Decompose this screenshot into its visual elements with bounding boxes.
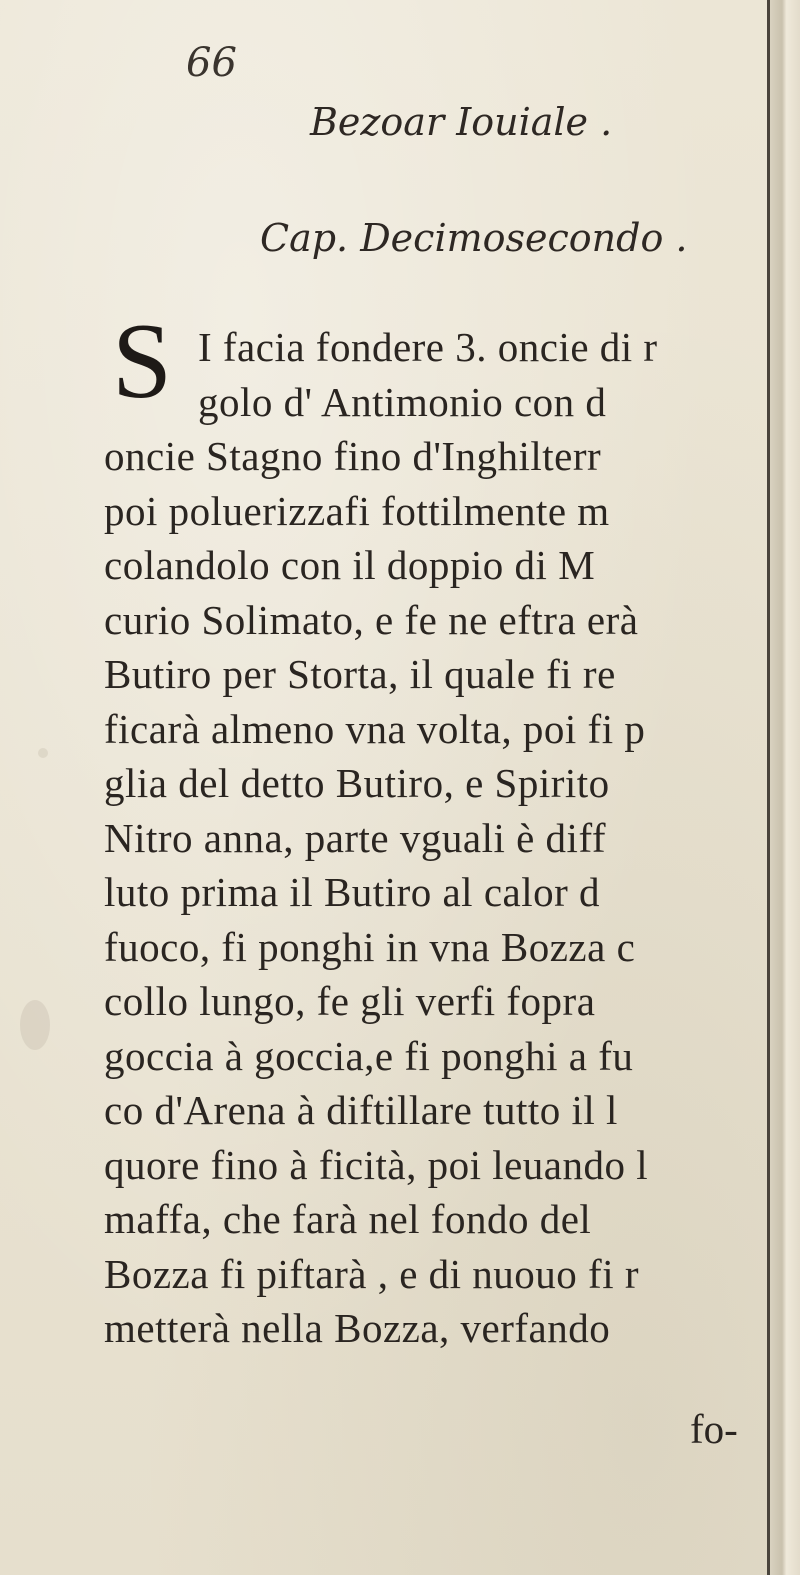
chapter-heading: Cap. Decimosecondo . bbox=[260, 216, 688, 260]
text-line: Nitro anna, parte vguali è diff bbox=[104, 814, 607, 861]
paper-stain bbox=[38, 748, 48, 758]
text-line: Butiro per Storta, il quale fi re bbox=[104, 651, 616, 697]
text-line: poi poluerizzafi fottilmente m bbox=[104, 487, 610, 534]
page-gutter bbox=[767, 0, 800, 1575]
running-title: Bezoar Iouiale . bbox=[310, 100, 613, 144]
text-line: luto prima il Butiro al calor d bbox=[104, 869, 601, 915]
text-line: ficarà almeno vna volta, poi fi p bbox=[104, 705, 646, 752]
drop-cap: S bbox=[112, 302, 173, 421]
text-line: curio Solimato, e fe ne eftra erà bbox=[104, 596, 639, 643]
text-line: I facia fondere 3. oncie di r bbox=[198, 324, 658, 370]
body-text bbox=[104, 320, 768, 1356]
text-line: collo lungo, fe gli verfi fopra bbox=[104, 978, 596, 1024]
text-line: fuoco, fi ponghi in vna Bozza c bbox=[104, 923, 636, 970]
page-number: 66 bbox=[186, 40, 237, 86]
text-line: Bozza fi piftarà , e di nuouo fi r bbox=[104, 1250, 640, 1297]
text-line: co d'Arena à diftillare tutto il l bbox=[104, 1087, 618, 1133]
paper-stain bbox=[20, 1000, 50, 1050]
text-line: maffa, che farà nel fondo del bbox=[104, 1196, 592, 1242]
text-line: quore fino à ficità, poi leuando l bbox=[104, 1141, 649, 1188]
text-line: oncie Stagno fino d'Inghilterr bbox=[104, 433, 602, 479]
text-line: goccia à goccia,e fi ponghi a fu bbox=[104, 1032, 634, 1079]
text-line: metterà nella Bozza, verfando bbox=[104, 1305, 611, 1351]
text-line: golo d' Antimonio con d bbox=[198, 378, 607, 425]
text-line: glia del detto Butiro, e Spirito bbox=[104, 760, 610, 806]
catchword: fo- bbox=[690, 1406, 738, 1452]
text-line: colandolo con il doppio di M bbox=[104, 542, 596, 588]
